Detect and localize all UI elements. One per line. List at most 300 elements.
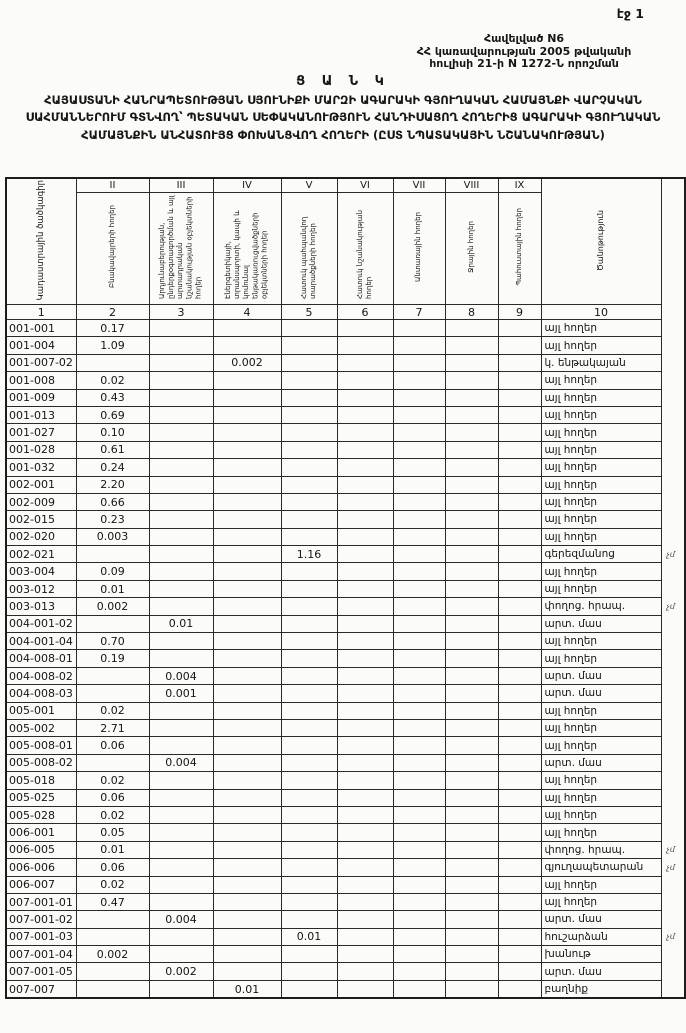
- area-value-cell: [445, 598, 498, 615]
- area-value-cell: [498, 528, 541, 545]
- area-value-cell: [445, 372, 498, 389]
- area-value-cell: [498, 459, 541, 476]
- cadastral-code: 004-008-01: [6, 650, 76, 667]
- header-forest-lands: Անտառային հողեր: [393, 193, 445, 305]
- area-value-cell: [281, 841, 337, 858]
- cadastral-code: 006-007: [6, 876, 76, 893]
- margin-annotation: [661, 911, 685, 928]
- area-value-cell: [445, 441, 498, 458]
- area-value-cell: [445, 354, 498, 371]
- area-value-cell: [337, 424, 393, 441]
- header-cadastral-code: [6, 178, 76, 305]
- note-cell: արտ. մաս: [541, 615, 661, 632]
- area-value-cell: [76, 928, 149, 945]
- note-cell: արտ. մաս: [541, 685, 661, 702]
- area-value-cell: [337, 563, 393, 580]
- area-value-cell: [149, 476, 213, 493]
- area-value-cell: [281, 824, 337, 841]
- note-cell: կ. ենթակայան: [541, 354, 661, 371]
- cadastral-code: 007-007: [6, 980, 76, 998]
- area-value-cell: [498, 476, 541, 493]
- roman-col-4: IV: [213, 178, 281, 193]
- area-value-cell: [498, 493, 541, 510]
- area-value-cell: [213, 737, 281, 754]
- table-row: [6, 963, 685, 980]
- area-value-cell: [393, 476, 445, 493]
- area-value-cell: [213, 546, 281, 563]
- area-value-cell: [445, 824, 498, 841]
- area-value-cell: 0.02: [76, 372, 149, 389]
- area-value-cell: [498, 615, 541, 632]
- area-value-cell: [281, 650, 337, 667]
- margin-annotation: [661, 754, 685, 771]
- area-value-cell: [281, 615, 337, 632]
- header-protected-lands: Հատուկ պահպանվող տարածքների հողեր: [281, 193, 337, 305]
- col-num-8: 8: [445, 305, 498, 320]
- note-cell: այլ հողեր: [541, 893, 661, 910]
- cadastral-code: 003-012: [6, 580, 76, 597]
- area-value-cell: [281, 459, 337, 476]
- cadastral-code: 005-028: [6, 806, 76, 823]
- area-value-cell: [281, 354, 337, 371]
- table-body: [6, 320, 685, 999]
- area-value-cell: [393, 372, 445, 389]
- table-row: [6, 546, 685, 563]
- area-value-cell: 0.01: [76, 841, 149, 858]
- cadastral-code: 001-013: [6, 406, 76, 423]
- area-value-cell: [149, 772, 213, 789]
- area-value-cell: [393, 806, 445, 823]
- area-value-cell: [498, 424, 541, 441]
- area-value-cell: [445, 476, 498, 493]
- col-num-2: 2: [76, 305, 149, 320]
- area-value-cell: 0.02: [76, 702, 149, 719]
- area-value-cell: [149, 928, 213, 945]
- cadastral-code: 001-032: [6, 459, 76, 476]
- area-value-cell: [445, 667, 498, 684]
- page-number: էջ 1: [616, 6, 644, 21]
- table-row: [6, 598, 685, 615]
- table-row: [6, 337, 685, 354]
- area-value-cell: 0.01: [76, 580, 149, 597]
- area-value-cell: [498, 980, 541, 998]
- area-value-cell: [498, 789, 541, 806]
- area-value-cell: [337, 876, 393, 893]
- area-value-cell: [445, 928, 498, 945]
- note-cell: այլ հողեր: [541, 511, 661, 528]
- cadastral-code: 003-013: [6, 598, 76, 615]
- area-value-cell: [337, 893, 393, 910]
- cadastral-code: 002-009: [6, 493, 76, 510]
- area-value-cell: [281, 372, 337, 389]
- area-value-cell: [445, 963, 498, 980]
- area-value-cell: [445, 633, 498, 650]
- area-value-cell: [445, 320, 498, 337]
- area-value-cell: [281, 876, 337, 893]
- table-row: [6, 980, 685, 998]
- col-num-9: 9: [498, 305, 541, 320]
- area-value-cell: [213, 441, 281, 458]
- area-value-cell: [213, 789, 281, 806]
- header-cadastral-code-label: Կադաստրային ծածկագիր: [35, 179, 46, 301]
- table-row: [6, 667, 685, 684]
- area-value-cell: [281, 441, 337, 458]
- area-value-cell: [76, 667, 149, 684]
- table-row: [6, 633, 685, 650]
- area-value-cell: [213, 667, 281, 684]
- area-value-cell: [213, 389, 281, 406]
- roman-col-6: VI: [337, 178, 393, 193]
- area-value-cell: [149, 546, 213, 563]
- area-value-cell: [149, 633, 213, 650]
- note-cell: այլ հողեր: [541, 824, 661, 841]
- margin-annotation: [661, 580, 685, 597]
- area-value-cell: [337, 789, 393, 806]
- area-value-cell: [281, 737, 337, 754]
- header-energy-transport-lands: Էներգետիկայի, տրանսպորտի, կապի և կոմունալ ենթակառուցվածքների օբյեկտների հողեր: [213, 193, 281, 305]
- margin-annotation: [661, 719, 685, 736]
- area-value-cell: [281, 754, 337, 771]
- area-value-cell: [445, 563, 498, 580]
- area-value-cell: [281, 772, 337, 789]
- area-value-cell: 0.004: [149, 754, 213, 771]
- area-value-cell: [393, 911, 445, 928]
- area-value-cell: [281, 476, 337, 493]
- area-value-cell: 0.02: [76, 806, 149, 823]
- cadastral-code: 001-007-02: [6, 354, 76, 371]
- area-value-cell: [337, 441, 393, 458]
- margin-annotation: [661, 459, 685, 476]
- table-row: [6, 737, 685, 754]
- area-value-cell: [498, 719, 541, 736]
- area-value-cell: [393, 667, 445, 684]
- area-value-cell: [149, 737, 213, 754]
- area-value-cell: 0.02: [76, 772, 149, 789]
- table-row: [6, 424, 685, 441]
- roman-col-5: V: [281, 178, 337, 193]
- area-value-cell: [498, 337, 541, 354]
- margin-annotation: [661, 441, 685, 458]
- note-cell: գերեզմանոց: [541, 546, 661, 563]
- margin-annotation: չմ: [666, 862, 675, 872]
- area-value-cell: 0.002: [213, 354, 281, 371]
- cadastral-code: 005-002: [6, 719, 76, 736]
- area-value-cell: [281, 633, 337, 650]
- area-value-cell: [337, 511, 393, 528]
- land-parcels-table: [5, 177, 686, 999]
- margin-annotation: [661, 511, 685, 528]
- area-value-cell: [445, 859, 498, 876]
- area-value-cell: [393, 928, 445, 945]
- table-row: [6, 389, 685, 406]
- note-cell: այլ հողեր: [541, 424, 661, 441]
- area-value-cell: [337, 476, 393, 493]
- roman-col-9: IX: [498, 178, 541, 193]
- area-value-cell: 0.06: [76, 737, 149, 754]
- area-value-cell: 0.02: [76, 876, 149, 893]
- area-value-cell: 0.66: [76, 493, 149, 510]
- area-value-cell: 0.47: [76, 893, 149, 910]
- area-value-cell: [213, 615, 281, 632]
- area-value-cell: [149, 980, 213, 998]
- area-value-cell: [337, 685, 393, 702]
- area-value-cell: [281, 806, 337, 823]
- area-value-cell: [445, 389, 498, 406]
- area-value-cell: [445, 719, 498, 736]
- area-value-cell: [281, 511, 337, 528]
- area-value-cell: [445, 337, 498, 354]
- area-value-cell: 0.69: [76, 406, 149, 423]
- area-value-cell: [393, 876, 445, 893]
- note-cell: այլ հողեր: [541, 650, 661, 667]
- area-value-cell: [281, 389, 337, 406]
- note-cell: այլ հողեր: [541, 441, 661, 458]
- table-row: [6, 354, 685, 371]
- margin-column: [661, 178, 685, 320]
- col-num-5: 5: [281, 305, 337, 320]
- table-row: [6, 685, 685, 702]
- area-value-cell: 1.09: [76, 337, 149, 354]
- table-row: [6, 859, 685, 876]
- area-value-cell: [149, 893, 213, 910]
- area-value-cell: [498, 389, 541, 406]
- area-value-cell: [213, 772, 281, 789]
- cadastral-code: 005-018: [6, 772, 76, 789]
- area-value-cell: [213, 963, 281, 980]
- area-value-cell: [393, 337, 445, 354]
- area-value-cell: [281, 911, 337, 928]
- area-value-cell: [337, 980, 393, 998]
- area-value-cell: [149, 511, 213, 528]
- area-value-cell: [337, 911, 393, 928]
- area-value-cell: [149, 389, 213, 406]
- area-value-cell: [149, 806, 213, 823]
- margin-annotation: չմ: [666, 845, 675, 855]
- area-value-cell: [337, 737, 393, 754]
- area-value-cell: [393, 459, 445, 476]
- area-value-cell: [149, 563, 213, 580]
- table-row: [6, 406, 685, 423]
- area-value-cell: [445, 511, 498, 528]
- area-value-cell: [149, 441, 213, 458]
- area-value-cell: [393, 754, 445, 771]
- margin-annotation: [661, 633, 685, 650]
- area-value-cell: [393, 441, 445, 458]
- cadastral-code: 004-001-04: [6, 633, 76, 650]
- area-value-cell: [337, 615, 393, 632]
- area-value-cell: [498, 841, 541, 858]
- table-row: [6, 893, 685, 910]
- area-value-cell: [498, 633, 541, 650]
- margin-annotation: [661, 476, 685, 493]
- area-value-cell: [149, 824, 213, 841]
- table-row: [6, 928, 685, 945]
- cadastral-code: 007-001-01: [6, 893, 76, 910]
- area-value-cell: [393, 980, 445, 998]
- area-value-cell: [498, 893, 541, 910]
- area-value-cell: [213, 372, 281, 389]
- note-cell: այլ հողեր: [541, 719, 661, 736]
- area-value-cell: [445, 685, 498, 702]
- cadastral-code: 002-021: [6, 546, 76, 563]
- note-cell: այլ հողեր: [541, 528, 661, 545]
- note-cell: հուշարձան: [541, 928, 661, 945]
- table-row: [6, 511, 685, 528]
- area-value-cell: [213, 685, 281, 702]
- area-value-cell: 0.61: [76, 441, 149, 458]
- cadastral-code: 005-008-02: [6, 754, 76, 771]
- area-value-cell: [393, 963, 445, 980]
- table-row: [6, 806, 685, 823]
- area-value-cell: [498, 406, 541, 423]
- area-value-cell: [393, 946, 445, 963]
- table-row: [6, 946, 685, 963]
- area-value-cell: [149, 406, 213, 423]
- note-cell: փողոց. հրապ.: [541, 841, 661, 858]
- table-row: [6, 650, 685, 667]
- area-value-cell: [149, 354, 213, 371]
- area-value-cell: [149, 719, 213, 736]
- appendix-line-2: ՀՀ կառավարության 2005 թվականի: [416, 44, 632, 58]
- area-value-cell: [213, 528, 281, 545]
- area-value-cell: [393, 633, 445, 650]
- area-value-cell: [393, 841, 445, 858]
- area-value-cell: [393, 546, 445, 563]
- margin-annotation: [661, 372, 685, 389]
- area-value-cell: [213, 806, 281, 823]
- area-value-cell: [498, 546, 541, 563]
- table-row: [6, 476, 685, 493]
- area-value-cell: [393, 650, 445, 667]
- note-cell: այլ հողեր: [541, 406, 661, 423]
- area-value-cell: [76, 980, 149, 998]
- area-value-cell: [149, 876, 213, 893]
- note-cell: այլ հողեր: [541, 737, 661, 754]
- area-value-cell: [337, 372, 393, 389]
- area-value-cell: [213, 424, 281, 441]
- area-value-cell: [445, 493, 498, 510]
- table-row: [6, 493, 685, 510]
- area-value-cell: [213, 859, 281, 876]
- area-value-cell: [337, 598, 393, 615]
- area-value-cell: [281, 320, 337, 337]
- note-cell: փողոց. հրապ.: [541, 598, 661, 615]
- margin-annotation: [661, 615, 685, 632]
- area-value-cell: [498, 511, 541, 528]
- margin-annotation: [661, 824, 685, 841]
- note-cell: այլ հողեր: [541, 563, 661, 580]
- area-value-cell: 0.06: [76, 859, 149, 876]
- cadastral-code: 006-001: [6, 824, 76, 841]
- cadastral-code: 004-008-03: [6, 685, 76, 702]
- cadastral-code: 001-001: [6, 320, 76, 337]
- area-value-cell: [149, 459, 213, 476]
- area-value-cell: 0.05: [76, 824, 149, 841]
- area-value-cell: [76, 685, 149, 702]
- area-value-cell: [498, 702, 541, 719]
- note-cell: այլ հողեր: [541, 337, 661, 354]
- area-value-cell: [337, 406, 393, 423]
- area-value-cell: [445, 980, 498, 998]
- area-value-cell: 0.001: [149, 685, 213, 702]
- area-value-cell: [337, 580, 393, 597]
- area-value-cell: [281, 598, 337, 615]
- area-value-cell: 0.004: [149, 911, 213, 928]
- area-value-cell: [213, 702, 281, 719]
- note-cell: այլ հողեր: [541, 320, 661, 337]
- area-value-cell: 0.43: [76, 389, 149, 406]
- area-value-cell: [498, 563, 541, 580]
- area-value-cell: [337, 546, 393, 563]
- area-value-cell: [445, 615, 498, 632]
- cadastral-code: 007-001-03: [6, 928, 76, 945]
- roman-col-8: VIII: [445, 178, 498, 193]
- area-value-cell: [337, 459, 393, 476]
- area-value-cell: [281, 424, 337, 441]
- area-value-cell: [337, 806, 393, 823]
- area-value-cell: [149, 702, 213, 719]
- area-value-cell: [149, 493, 213, 510]
- area-value-cell: [76, 546, 149, 563]
- area-value-cell: [213, 650, 281, 667]
- margin-annotation: [661, 406, 685, 423]
- margin-annotation: [661, 424, 685, 441]
- area-value-cell: [393, 893, 445, 910]
- cadastral-code: 004-008-02: [6, 667, 76, 684]
- area-value-cell: [281, 493, 337, 510]
- margin-annotation: [661, 650, 685, 667]
- area-value-cell: [337, 389, 393, 406]
- cadastral-code: 007-001-05: [6, 963, 76, 980]
- note-cell: բաղնիք: [541, 980, 661, 998]
- area-value-cell: [498, 824, 541, 841]
- area-value-cell: [393, 598, 445, 615]
- area-value-cell: [337, 963, 393, 980]
- area-value-cell: [149, 528, 213, 545]
- document-title: ՀԱՅԱՍՏԱՆԻ ՀԱՆՐԱՊԵՏՈՒԹՅԱՆ ՍՅՈՒՆԻՔԻ ՄԱՐԶԻ ԱԳԱՐԱԿԻ ԳՅՈՒՂԱԿԱՆ ՀԱՄԱՅՆՔԻ ՎԱՐՉԱԿԱՆ ՍԱՀՄԱՆՆԵՐՈՒՄ ԳՏՆՎՈՂ՝ ՊԵՏԱԿԱՆ ՍԵՓԱԿԱՆՈՒԹՅՈՒՆ ՀԱՆԴԻՍԱՑՈՂ ՀՈՂԵՐԻՑ ԱԳԱՐԱԿԻ ԳՅՈՒՂԱԿԱՆ ՀԱՄԱՅՆՔԻՆ ԱՆՀԱՏՈՒՅՑ ՓՈԽԱՆՑՎՈՂ ՀՈՂԵՐԻ (ԸՍՏ ՆՊԱՏԱԿԱՅԻՆ ՆՇԱՆԱԿՈՒԹՅԱՆ): [25, 93, 661, 142]
- margin-annotation: [661, 320, 685, 337]
- margin-annotation: [661, 980, 685, 998]
- area-value-cell: [498, 963, 541, 980]
- area-value-cell: 0.01: [149, 615, 213, 632]
- area-value-cell: [281, 406, 337, 423]
- area-value-cell: [337, 946, 393, 963]
- area-value-cell: [213, 824, 281, 841]
- area-value-cell: 0.09: [76, 563, 149, 580]
- area-value-cell: [281, 980, 337, 998]
- area-value-cell: [337, 702, 393, 719]
- document-heading: Ց Ա Ն Կ: [296, 74, 390, 89]
- area-value-cell: [393, 824, 445, 841]
- note-cell: այլ հողեր: [541, 876, 661, 893]
- margin-annotation: [661, 876, 685, 893]
- table-row: [6, 563, 685, 580]
- area-value-cell: [337, 859, 393, 876]
- area-value-cell: [281, 337, 337, 354]
- area-value-cell: [445, 806, 498, 823]
- area-value-cell: [393, 511, 445, 528]
- table-row: [6, 441, 685, 458]
- cadastral-code: 002-001: [6, 476, 76, 493]
- area-value-cell: [76, 615, 149, 632]
- area-value-cell: [149, 650, 213, 667]
- area-value-cell: 0.19: [76, 650, 149, 667]
- area-value-cell: [149, 841, 213, 858]
- margin-annotation: [661, 563, 685, 580]
- area-value-cell: 0.01: [281, 928, 337, 945]
- table-row: [6, 789, 685, 806]
- area-value-cell: [498, 372, 541, 389]
